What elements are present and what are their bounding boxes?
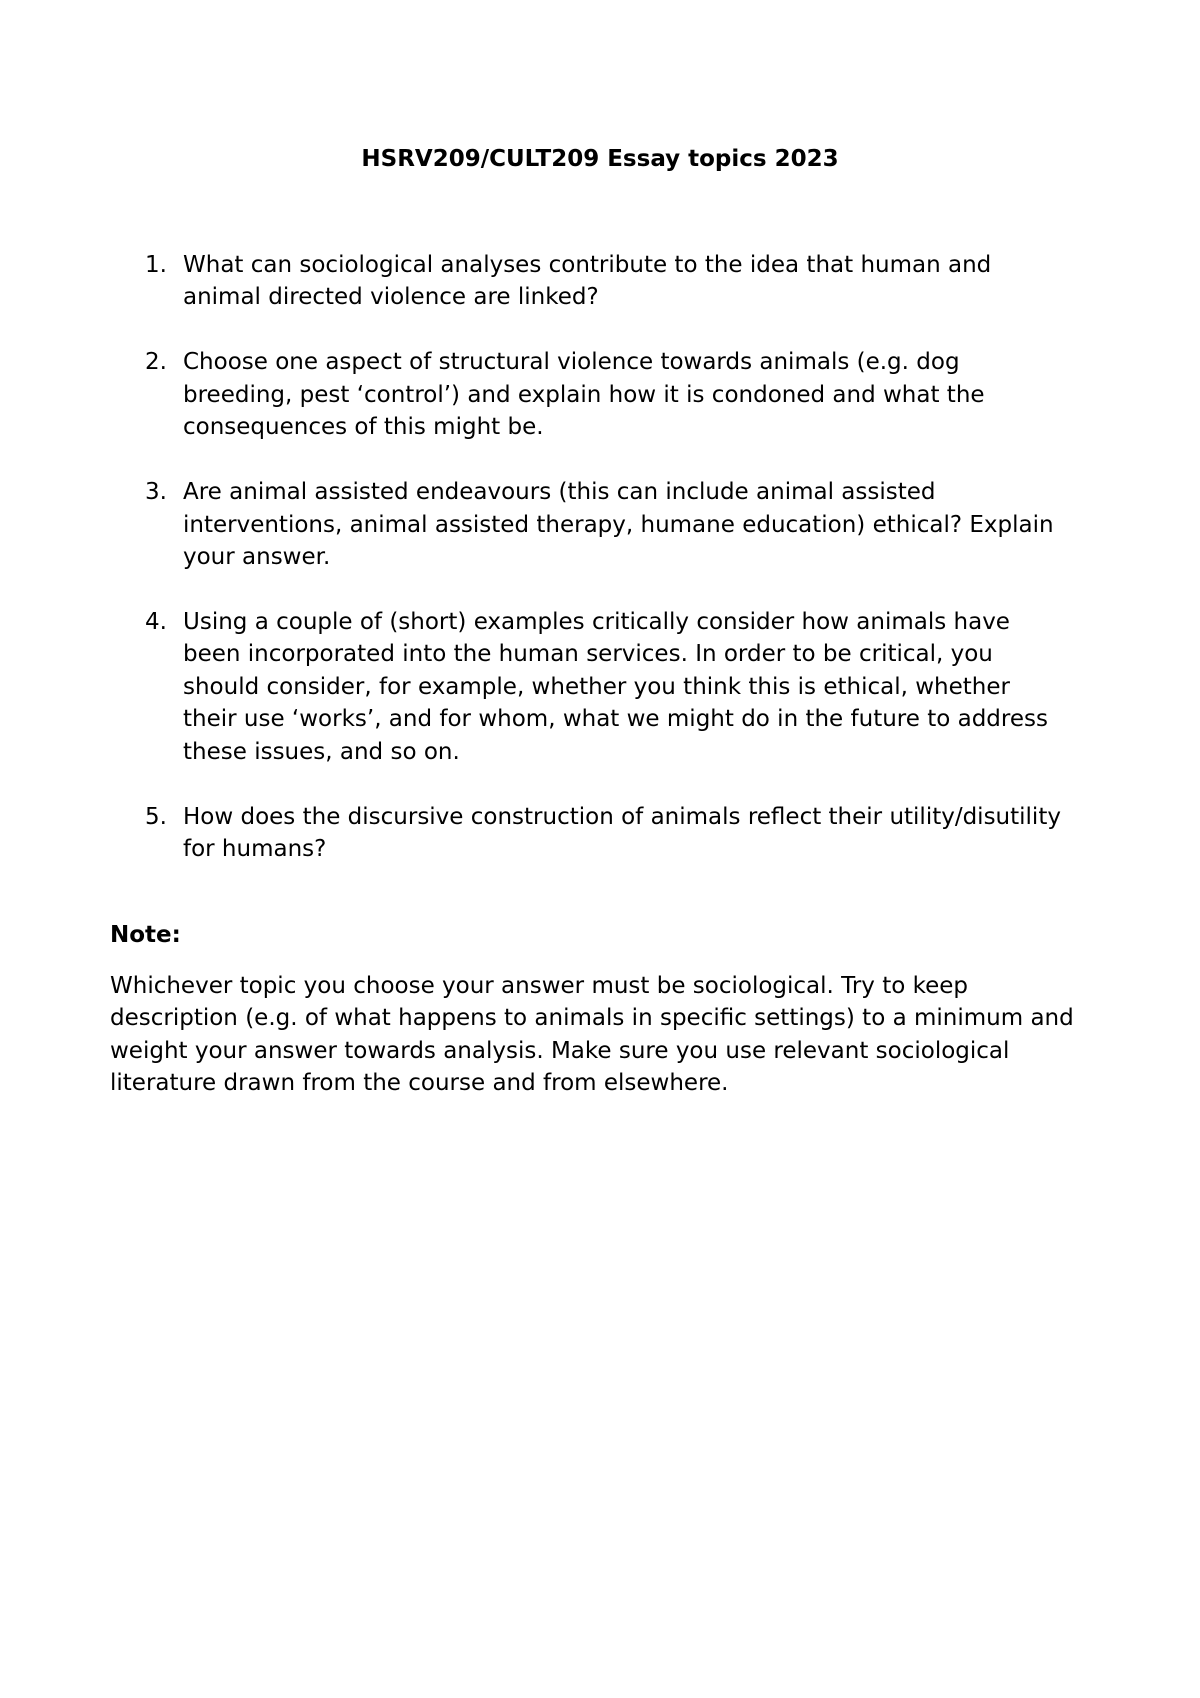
topic-item-3 xyxy=(110,476,1070,573)
note-body: Whichever topic you choose your answer must be sociological. Try to keep description (e.g. of what happens to animals in specific settings) to a minimum and weight your answer towards analysis. Make sure you use relevant sociological literature drawn from the course and from elsewhere. xyxy=(110,973,1074,1097)
topic-item-4 xyxy=(110,606,1070,768)
topic-item-2 xyxy=(110,346,1070,443)
topic-text: Using a couple of (short) examples critically consider how animals have been incorporated into the human services. In order to be critical, you should consider, for example, whether you think this is ethical, whether their use ‘works’, and for whom, what we might do in the future to address these issues, and so on. xyxy=(183,609,1048,765)
topic-number: 5. xyxy=(145,803,167,830)
topic-item-1 xyxy=(110,249,1070,314)
topic-number: 1. xyxy=(145,252,167,278)
topic-text: Choose one aspect of structural violence towards animals (e.g. dog breeding, pest ‘control’) and explain how it is condoned and what the consequences of this might be. xyxy=(183,349,985,441)
topic-item-5 xyxy=(110,801,1070,866)
topic-text: How does the discursive construction of animals reflect their utility/disutility for humans? xyxy=(183,803,1061,863)
topic-number: 3. xyxy=(145,479,167,506)
essay-topics-list xyxy=(110,249,1070,898)
topic-text: Are animal assisted endeavours (this can include animal assisted interventions, animal assisted therapy, humane education) ethical? Explain your answer. xyxy=(183,479,1054,571)
note-heading: Note: xyxy=(110,922,181,948)
topic-text: What can sociological analyses contribute to the idea that human and animal directed violence are linked? xyxy=(183,252,992,311)
topic-number: 4. xyxy=(145,609,167,636)
topic-number: 2. xyxy=(145,349,167,376)
document-title: HSRV209/CULT209 Essay topics 2023 xyxy=(361,146,839,172)
